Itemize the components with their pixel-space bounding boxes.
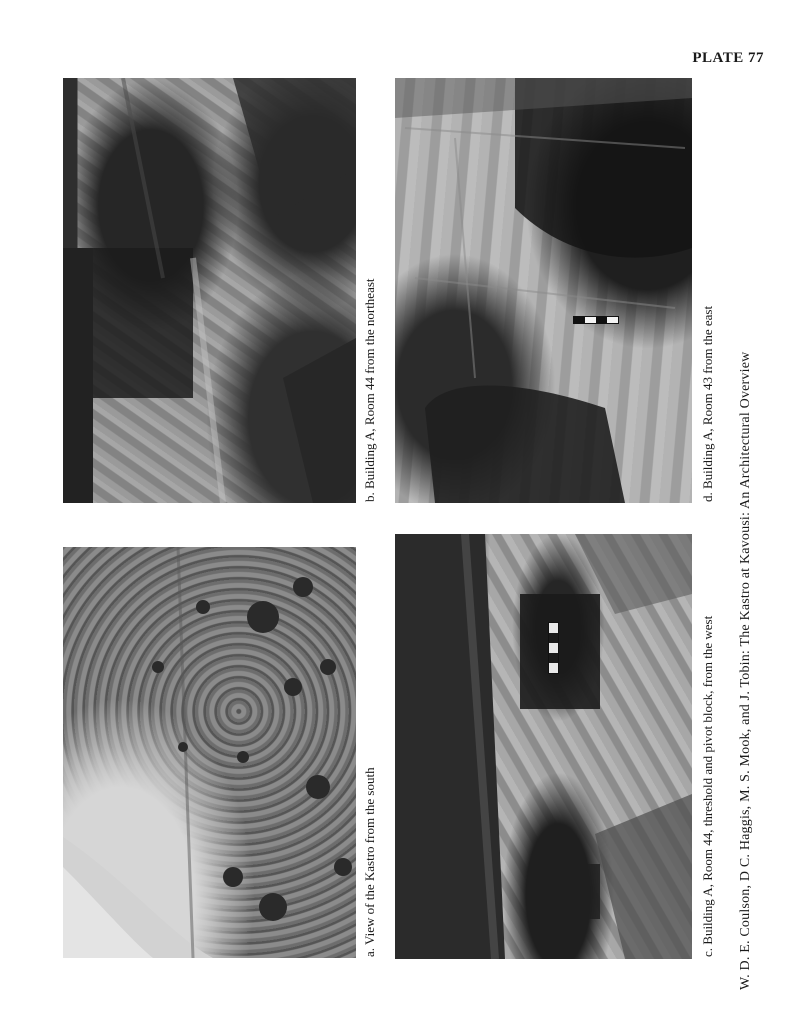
caption-a: a. View of the Kastro from the south <box>362 767 377 957</box>
scale-bar <box>573 316 619 324</box>
caption-b: b. Building A, Room 44 from the northeast <box>362 278 377 502</box>
photo-room-44-northeast <box>63 78 356 503</box>
photo-room-44-threshold <box>395 534 692 959</box>
plate-title: PLATE 77 <box>692 50 764 66</box>
photo-room-43-east <box>395 78 692 503</box>
caption-d: d. Building A, Room 43 from the east <box>700 305 715 502</box>
running-head: W. D. E. Coulson, D C. Haggis, M. S. Mook, and J. Tobin: The Kastro at Kavousi: An Architectural Overview <box>738 351 753 990</box>
scale-bar <box>548 622 559 674</box>
caption-c: c. Building A, Room 44, threshold and pivot block, from the west <box>700 615 715 957</box>
photo-kastro-view-south <box>63 547 356 958</box>
